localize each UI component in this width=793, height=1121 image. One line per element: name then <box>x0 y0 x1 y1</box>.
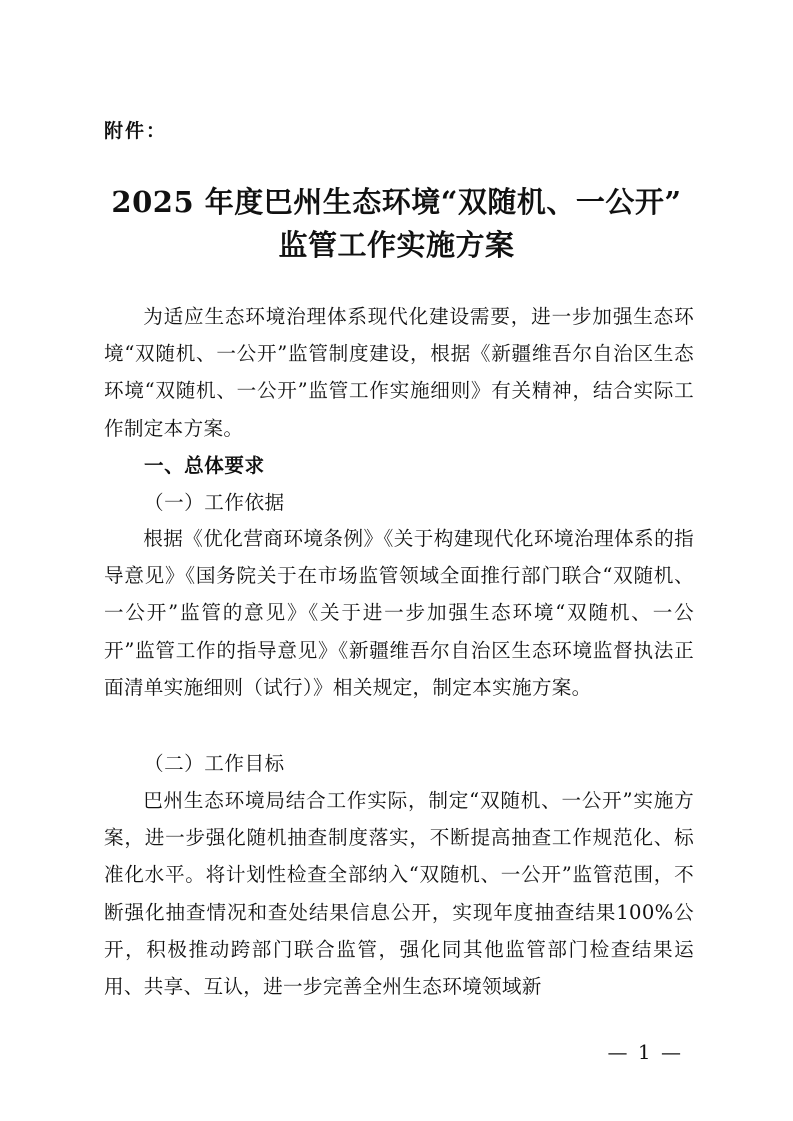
subsection-heading-work-basis: （一）工作依据 <box>144 491 285 514</box>
intro-paragraph: 为适应生态环境治理体系现代化建设需要，进一步加强生态环境“双随机、一公开”监管制度建设，根据《新疆维吾尔自治区生态环境“双随机、一公开”监管工作实施细则》有关精神，结合实际工作制定本方案。 <box>104 305 694 440</box>
section-heading-general-requirements: 一、总体要求 <box>144 454 265 477</box>
work-goals-paragraph: 巴州生态环境局结合工作实际，制定“双随机、一公开”实施方案，进一步强化随机抽查制度落实，不断提高抽查工作规范化、标准化水平。将计划性检查全部纳入“双随机、一公开”监管范围，不断强化抽查情况和查处结果信息公开，实现年度抽查结果100%公开，积极推动跨部门联合监管，强化同其他监管部门检查结果运用、共享、互认，进一步完善全州生态环境领域新 <box>104 789 694 999</box>
document-title-line-2: 监管工作实施方案 <box>278 228 515 262</box>
page-number: — 1 — <box>607 1040 683 1064</box>
subsection-heading-work-goals: （二）工作目标 <box>144 752 285 775</box>
work-basis-paragraph: 根据《优化营商环境条例》《关于构建现代化环境治理体系的指导意见》《国务院关于在市场监管领域全面推行部门联合“双随机、一公开”监管的意见》《关于进一步加强生态环境“双随机、一公开”监管工作的指导意见》《新疆维吾尔自治区生态环境监督执法正面清单实施细则（试行）》相关规定，制定本实施方案。 <box>104 527 694 699</box>
document-title-line-1: 2025 年度巴州生态环境“双随机、一公开” <box>111 185 682 219</box>
attachment-label: 附件： <box>104 120 168 142</box>
